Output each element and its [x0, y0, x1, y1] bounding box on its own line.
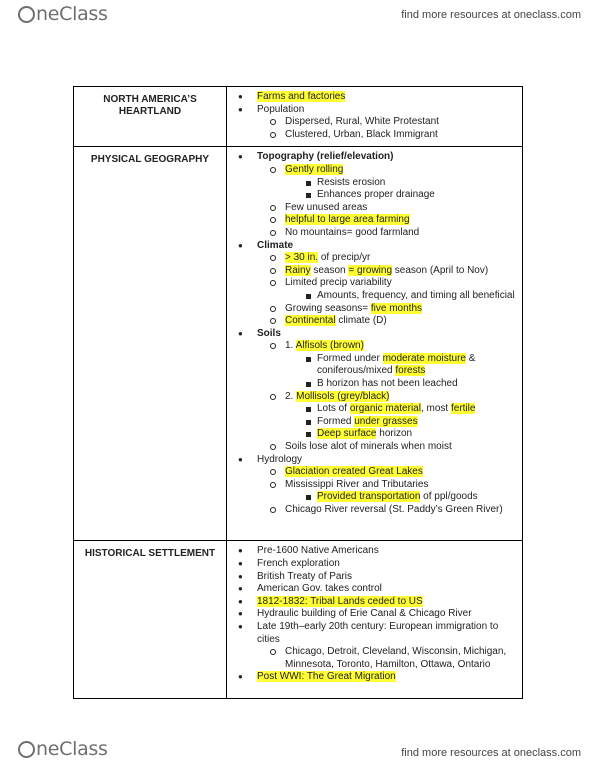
item-text: of precip/yr	[318, 252, 371, 264]
list-item	[267, 265, 516, 278]
heading-heartland: NORTH AMERICA’S HEARTLAND	[74, 87, 227, 147]
item-text: season (April to Nov)	[392, 264, 489, 276]
list-item: B horizon has not been leached	[301, 378, 516, 391]
highlight-text: Mollisols (grey/black)	[296, 390, 390, 402]
highlight-text: Rainy	[285, 264, 311, 276]
list-item	[301, 491, 516, 504]
item-text: coniferous/mixed	[317, 365, 396, 377]
content-heartland	[227, 87, 523, 147]
list-item: Amounts, frequency, and timing all beneficial	[301, 290, 516, 303]
row-physical	[74, 147, 523, 541]
highlight-text: Provided transportation	[317, 491, 421, 503]
highlight-text: Glaciation created Great Lakes	[285, 466, 423, 478]
highlight-text: Deep surface	[317, 428, 377, 440]
list-item: Chicago, Detroit, Cleveland, Wisconsin, Michigan, Minnesota, Toronto, Hamilton, Ottawa, Ontario	[267, 646, 516, 671]
highlight-text: under grasses	[354, 415, 418, 427]
item-text: Formed under	[317, 352, 383, 364]
item-text: Growing seasons=	[285, 302, 371, 314]
highlight-text: forests	[395, 365, 426, 377]
item-text: &	[465, 352, 476, 364]
highlight-text: Gently rolling	[285, 163, 344, 175]
item-text: Soils	[257, 327, 281, 339]
heading-physical: PHYSICAL GEOGRAPHY	[74, 147, 227, 541]
item-text: Formed	[317, 415, 355, 427]
highlight-text: moderate moisture	[382, 352, 466, 364]
highlight-text: organic material	[349, 403, 421, 415]
brand-text: neClass	[36, 738, 108, 760]
list-item	[233, 151, 516, 239]
list-item	[233, 91, 516, 104]
item-text: Limited precip variability	[285, 277, 392, 289]
list-item	[233, 671, 516, 684]
list-item: No mountains= good farmland	[267, 227, 516, 240]
highlight-text: 1812-1832: Tribal Lands ceded to US	[257, 595, 423, 607]
highlight-text: Farms and factories	[257, 91, 346, 102]
list-item	[233, 240, 516, 328]
oneclass-circle-icon	[18, 741, 35, 758]
list-item	[267, 391, 516, 441]
list-item: ● French exploration	[233, 558, 516, 571]
footer-tagline[interactable]: find more resources at oneclass.com	[401, 747, 581, 759]
item-text: season	[310, 264, 349, 276]
notes-table	[73, 86, 523, 699]
item-text: 2.	[285, 390, 297, 402]
row-historical	[74, 541, 523, 699]
item-text: of ppl/goods	[420, 491, 478, 503]
list-item	[267, 340, 516, 390]
list-item	[267, 303, 516, 316]
list-item	[233, 328, 516, 454]
highlight-text: fertile	[450, 403, 476, 415]
item-text: , most	[420, 403, 451, 415]
list-item: ● Hydraulic building of Erie Canal & Chicago River	[233, 608, 516, 621]
item-text: horizon	[376, 428, 413, 440]
oneclass-logo-bottom	[18, 738, 108, 760]
highlight-text: five months	[370, 302, 423, 314]
item-text: Mississippi River and Tributaries	[285, 478, 429, 490]
list-item: ● Pre-1600 Native Americans	[233, 545, 516, 558]
highlight-text: Post WWI: The Great Migration	[257, 671, 396, 683]
list-item: Dispersed, Rural, White Protestant	[267, 116, 516, 129]
item-text: Late 19th–early 20th century: European immigration to cities	[257, 620, 499, 645]
list-item: ● British Treaty of Paris	[233, 571, 516, 584]
list-item	[267, 479, 516, 504]
list-item	[233, 104, 516, 142]
list-item	[267, 315, 516, 328]
item-text: Population	[257, 103, 305, 115]
list-item: Clustered, Urban, Black Immigrant	[267, 129, 516, 142]
list-item	[301, 353, 516, 378]
list-item: Few unused areas	[267, 202, 516, 215]
list-item: ● American Gov. takes control	[233, 583, 516, 596]
list-item	[233, 454, 516, 517]
row-heartland	[74, 87, 523, 147]
list-item	[267, 252, 516, 265]
item-text: Climate	[257, 239, 294, 251]
item-text: Lots of	[317, 403, 350, 415]
highlight-text: helpful to large area farming	[285, 214, 410, 226]
item-text: climate (D)	[335, 315, 387, 327]
highlight-text: Continental	[285, 315, 336, 327]
list-item	[301, 403, 516, 416]
list-item: Resists erosion	[301, 177, 516, 190]
content-historical	[227, 541, 523, 699]
list-item: Enhances proper drainage	[301, 189, 516, 202]
list-item	[233, 596, 516, 609]
list-item: Soils lose alot of minerals when moist	[267, 441, 516, 454]
list-item: Chicago River reversal (St. Paddy’s Green River)	[267, 504, 516, 517]
item-text: 1.	[285, 340, 296, 352]
oneclass-circle-icon	[18, 6, 35, 23]
highlight-text: > 30 in.	[285, 252, 319, 264]
list-item	[267, 214, 516, 227]
highlight-text: Alfisols (brown)	[295, 340, 364, 352]
item-text: Topography (relief/elevation)	[257, 151, 394, 163]
list-item	[267, 277, 516, 302]
header-tagline[interactable]: find more resources at oneclass.com	[401, 9, 581, 21]
list-item	[267, 164, 516, 202]
list-item	[301, 428, 516, 441]
highlight-text: = growing	[348, 264, 393, 276]
list-item	[267, 466, 516, 479]
item-text: Hydrology	[257, 453, 303, 465]
oneclass-logo-top	[18, 3, 108, 25]
brand-text: neClass	[36, 3, 108, 25]
list-item	[301, 416, 516, 429]
list-item	[233, 621, 516, 671]
heading-historical: HISTORICAL SETTLEMENT	[74, 541, 227, 699]
content-physical	[227, 147, 523, 541]
